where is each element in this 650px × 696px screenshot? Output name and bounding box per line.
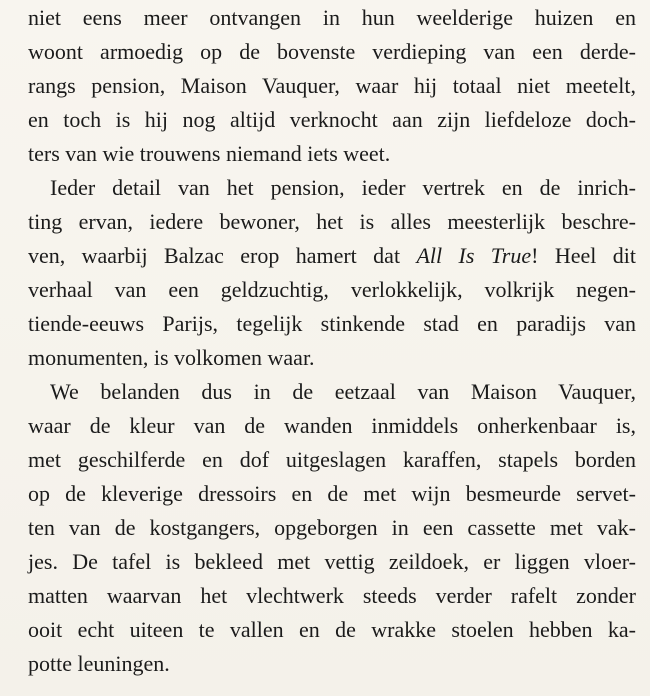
text-line: potte leuningen. (28, 651, 170, 676)
text-line: matten waarvan het vlechtwerk steeds verder rafelt zonder (28, 583, 636, 608)
text-segment: ven, waarbij Balzac erop hamert dat (28, 243, 417, 268)
text-line: woont armoedig op de bovenste verdieping van een derde- (28, 39, 636, 64)
text-line: op de kleverige dressoirs en de met wijn besmeurde servet- (28, 481, 636, 506)
text-line: en toch is hij nog altijd verknocht aan zijn liefdeloze doch- (28, 107, 636, 132)
text-line: rangs pension, Maison Vauquer, waar hij totaal niet meetelt, (28, 73, 636, 98)
emphasized-title: All Is True (416, 243, 532, 268)
text-line: met geschilferde en dof uitgeslagen karaffen, stapels borden (28, 447, 636, 472)
text-line: ters van wie trouwens niemand iets weet. (28, 141, 391, 166)
text-line: ooit echt uiteen te vallen en de wrakke stoelen hebben ka- (28, 617, 636, 642)
text-line: ten van de kostgangers, opgeborgen in een cassette met vak- (28, 515, 636, 540)
text-line: waar de kleur van de wanden inmiddels onherkenbaar is, (28, 413, 636, 438)
text-line: verhaal van een geldzuchtig, verlokkelijk, volkrijk negen- (28, 277, 636, 302)
text-line: We belanden dus in de eetzaal van Maison Vauquer, (50, 379, 636, 404)
text-line (28, 239, 636, 273)
text-line: Ieder detail van het pension, ieder vertrek en de inrich- (50, 175, 636, 200)
text-line: ting ervan, iedere bewoner, het is alles meesterlijk beschre- (28, 209, 636, 234)
text-line: jes. De tafel is bekleed met vettig zeildoek, er liggen vloer- (28, 549, 636, 574)
text-line: tiende-eeuws Parijs, tegelijk stinkende stad en paradijs van (28, 311, 636, 336)
text-line: niet eens meer ontvangen in hun weelderige huizen en (28, 5, 636, 30)
text-segment: ! Heel dit (531, 243, 636, 268)
text-line: monumenten, is volkomen waar. (28, 345, 315, 370)
